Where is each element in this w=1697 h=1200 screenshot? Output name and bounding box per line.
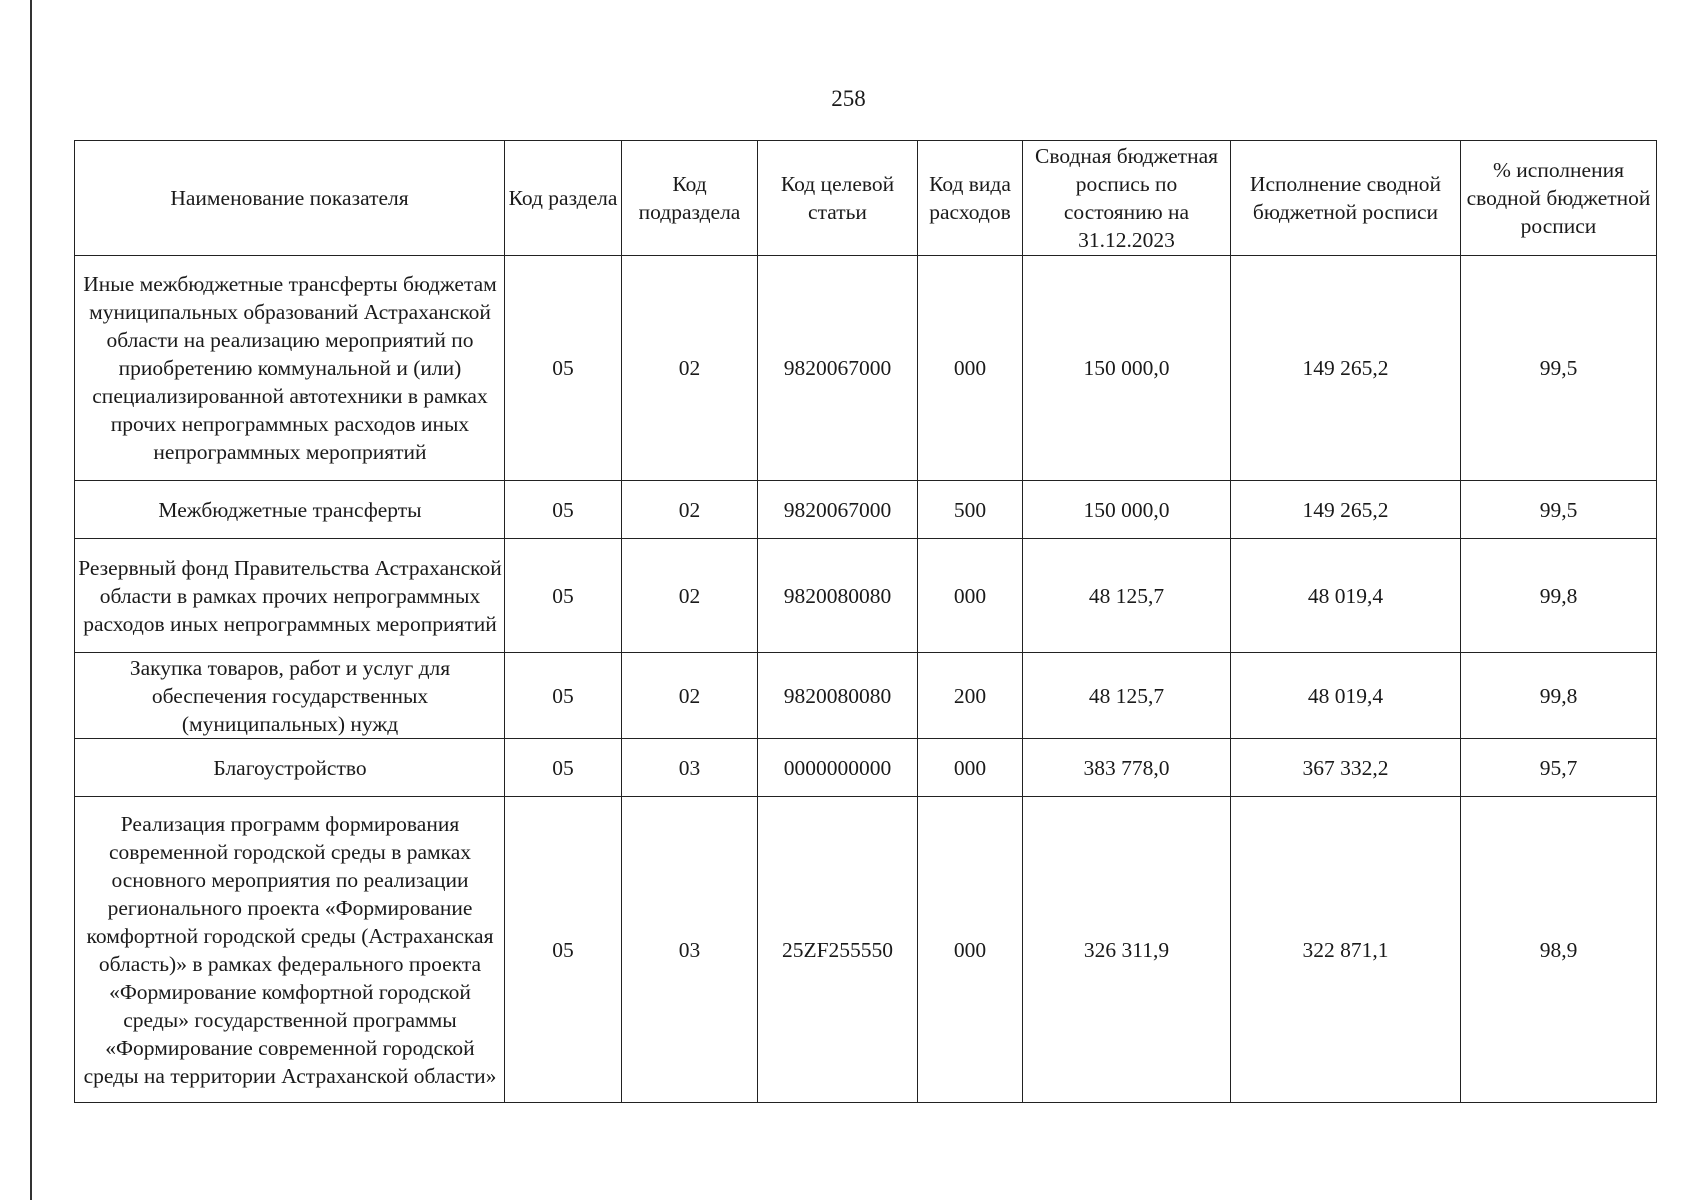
cell-subsection-code: 03 — [622, 797, 758, 1103]
cell-target-code: 9820067000 — [758, 256, 918, 481]
cell-budget-execution: 149 265,2 — [1231, 256, 1461, 481]
cell-target-code: 0000000000 — [758, 739, 918, 797]
cell-target-code: 9820080080 — [758, 653, 918, 739]
cell-expense-type-code: 000 — [918, 739, 1023, 797]
cell-execution-percent: 98,9 — [1461, 797, 1657, 1103]
header-budget-plan: Сводная бюджетная роспись по состоянию на 31.12.2023 — [1023, 141, 1231, 256]
table-row — [75, 539, 1657, 653]
cell-budget-execution: 48 019,4 — [1231, 539, 1461, 653]
cell-subsection-code: 02 — [622, 481, 758, 539]
cell-indicator-name: Резервный фонд Правительства Астраханской области в рамках прочих непрограммных расходов иных непрограммных мероприятий — [75, 539, 505, 653]
cell-budget-execution: 322 871,1 — [1231, 797, 1461, 1103]
cell-section-code: 05 — [505, 256, 622, 481]
cell-budget-plan: 326 311,9 — [1023, 797, 1231, 1103]
cell-target-code: 25ZF255550 — [758, 797, 918, 1103]
cell-indicator-name: Закупка товаров, работ и услуг для обеспечения государственных (муниципальных) нужд — [75, 653, 505, 739]
cell-indicator-name: Межбюджетные трансферты — [75, 481, 505, 539]
cell-budget-execution: 367 332,2 — [1231, 739, 1461, 797]
header-indicator-name: Наименование показателя — [75, 141, 505, 256]
header-budget-execution: Исполнение сводной бюджетной росписи — [1231, 141, 1461, 256]
table-row — [75, 653, 1657, 739]
page-number: 258 — [831, 86, 866, 111]
cell-execution-percent: 99,8 — [1461, 539, 1657, 653]
cell-section-code: 05 — [505, 539, 622, 653]
cell-section-code: 05 — [505, 653, 622, 739]
header-target-code: Код целевой статьи — [758, 141, 918, 256]
table-row — [75, 481, 1657, 539]
cell-subsection-code: 02 — [622, 539, 758, 653]
cell-execution-percent: 95,7 — [1461, 739, 1657, 797]
cell-budget-plan: 150 000,0 — [1023, 481, 1231, 539]
cell-expense-type-code: 000 — [918, 539, 1023, 653]
budget-execution-table — [74, 140, 1657, 1103]
cell-indicator-name: Благоустройство — [75, 739, 505, 797]
cell-budget-plan: 150 000,0 — [1023, 256, 1231, 481]
binding-margin-line — [30, 0, 32, 1200]
header-expense-type-code: Код вида расходов — [918, 141, 1023, 256]
table-row — [75, 739, 1657, 797]
cell-expense-type-code: 000 — [918, 797, 1023, 1103]
header-section-code: Код раздела — [505, 141, 622, 256]
cell-expense-type-code: 200 — [918, 653, 1023, 739]
cell-indicator-name: Иные межбюджетные трансферты бюджетам муниципальных образований Астраханской области на реализацию мероприятий по приобретению коммунальной и (или) специализированной автотехники в рамках прочих непрограммных расходов иных непрограммных мероприятий — [75, 256, 505, 481]
table-row — [75, 797, 1657, 1103]
cell-budget-execution: 48 019,4 — [1231, 653, 1461, 739]
header-subsection-code: Код подраздела — [622, 141, 758, 256]
cell-subsection-code: 02 — [622, 653, 758, 739]
cell-execution-percent: 99,8 — [1461, 653, 1657, 739]
cell-budget-plan: 383 778,0 — [1023, 739, 1231, 797]
cell-section-code: 05 — [505, 481, 622, 539]
cell-budget-plan: 48 125,7 — [1023, 539, 1231, 653]
cell-subsection-code: 03 — [622, 739, 758, 797]
table-header-row — [75, 141, 1657, 256]
cell-execution-percent: 99,5 — [1461, 481, 1657, 539]
cell-section-code: 05 — [505, 739, 622, 797]
header-execution-percent: % исполнения сводной бюджетной росписи — [1461, 141, 1657, 256]
cell-target-code: 9820067000 — [758, 481, 918, 539]
cell-expense-type-code: 000 — [918, 256, 1023, 481]
cell-indicator-name: Реализация программ формирования современной городской среды в рамках основного мероприятия по реализации регионального проекта «Формирование комфортной городской среды (Астраханская область)» в рамках федерального проекта «Формирование комфортной городской среды» государственной программы «Формирование современной городской среды на территории Астраханской области» — [75, 797, 505, 1103]
cell-budget-plan: 48 125,7 — [1023, 653, 1231, 739]
cell-section-code: 05 — [505, 797, 622, 1103]
cell-target-code: 9820080080 — [758, 539, 918, 653]
cell-expense-type-code: 500 — [918, 481, 1023, 539]
table-row — [75, 256, 1657, 481]
cell-subsection-code: 02 — [622, 256, 758, 481]
cell-budget-execution: 149 265,2 — [1231, 481, 1461, 539]
cell-execution-percent: 99,5 — [1461, 256, 1657, 481]
